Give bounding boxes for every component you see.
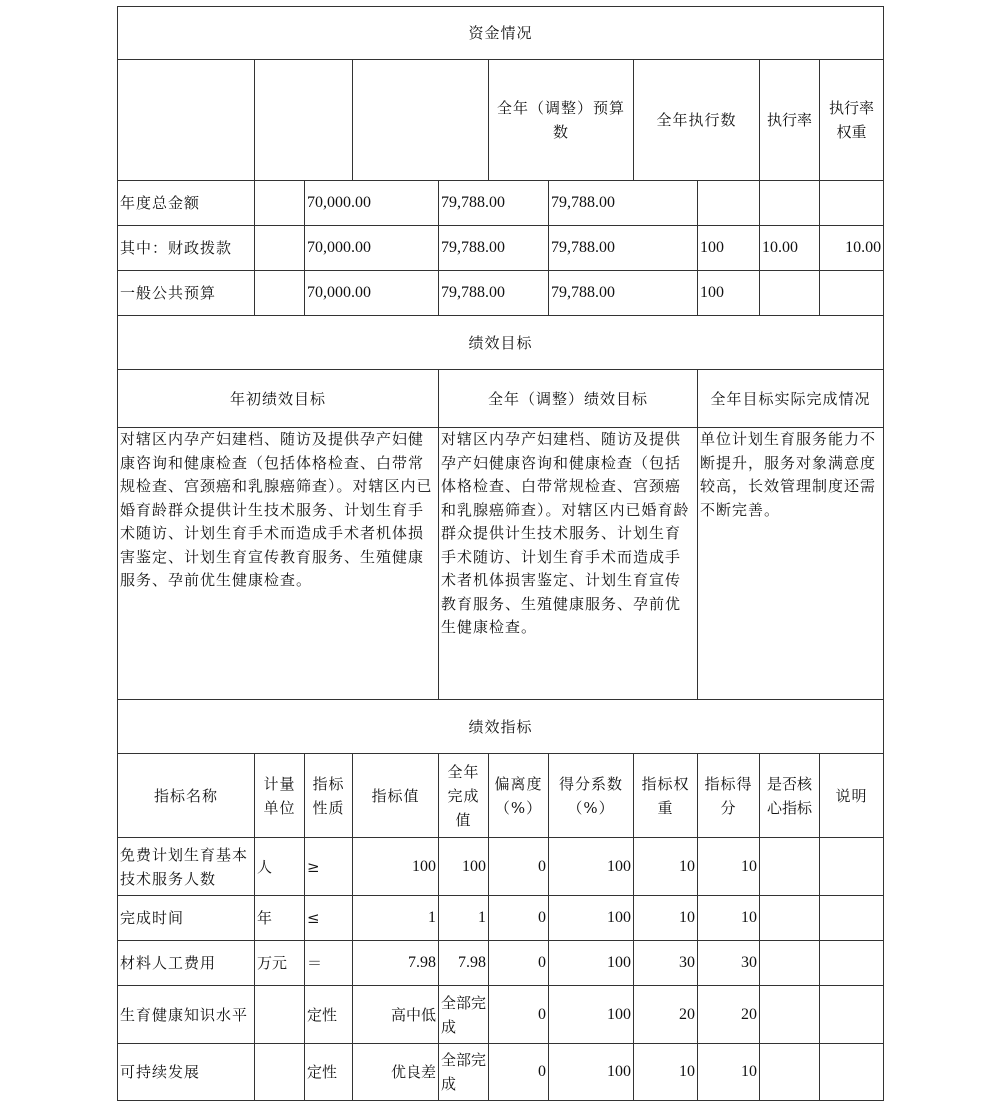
indicator-unit: 年 bbox=[255, 896, 305, 941]
indicator-value: 7.98 bbox=[353, 941, 439, 986]
indicator-header-unit: 计量单位 bbox=[255, 754, 305, 838]
funds-cell-name: 一般公共预算 bbox=[118, 271, 255, 316]
indicator-coefficient: 100 bbox=[549, 896, 634, 941]
funds-cell-score bbox=[820, 181, 884, 226]
indicator-core bbox=[760, 896, 820, 941]
table-row bbox=[118, 941, 884, 986]
funds-row bbox=[118, 181, 884, 226]
goals-section-title: 绩效目标 bbox=[118, 316, 884, 370]
indicator-note bbox=[820, 1044, 884, 1101]
funds-cell-score bbox=[820, 271, 884, 316]
indicator-header-coefficient: 得分系数（%） bbox=[549, 754, 634, 838]
funds-section-title: 资金情况 bbox=[118, 7, 884, 60]
indicator-weight: 10 bbox=[634, 838, 698, 896]
indicator-deviation: 0 bbox=[489, 1044, 549, 1101]
funds-cell-budget: 79,788.00 bbox=[439, 181, 549, 226]
indicators-section-title: 绩效指标 bbox=[118, 700, 884, 754]
indicator-note bbox=[820, 986, 884, 1044]
indicator-core bbox=[760, 838, 820, 896]
funds-header-cell bbox=[353, 60, 489, 181]
indicators-header-row bbox=[118, 754, 884, 838]
indicator-note bbox=[820, 838, 884, 896]
indicator-weight: 20 bbox=[634, 986, 698, 1044]
goals-header-adjusted: 全年（调整）绩效目标 bbox=[439, 370, 698, 428]
funds-cell-name: 年度总金额 bbox=[118, 181, 255, 226]
funds-cell-rate: 100 bbox=[698, 226, 760, 271]
indicator-value: 高中低 bbox=[353, 986, 439, 1044]
indicator-nature: 定性 bbox=[305, 986, 353, 1044]
indicator-name: 免费计划生育基本技术服务人数 bbox=[118, 838, 255, 896]
indicator-header-score: 指标得分 bbox=[698, 754, 760, 838]
goals-header-actual: 全年目标实际完成情况 bbox=[698, 370, 884, 428]
funds-header-weight: 执行率权重 bbox=[820, 60, 884, 181]
indicator-header-core: 是否核心指标 bbox=[760, 754, 820, 838]
indicator-deviation: 0 bbox=[489, 896, 549, 941]
indicator-unit: 人 bbox=[255, 838, 305, 896]
funds-header-cell bbox=[118, 60, 255, 181]
indicator-header-completed: 全年完成值 bbox=[439, 754, 489, 838]
table-row bbox=[118, 1044, 884, 1101]
indicator-name: 生育健康知识水平 bbox=[118, 986, 255, 1044]
funds-cell-rate: 100 bbox=[698, 271, 760, 316]
indicator-header-deviation: 偏离度（%） bbox=[489, 754, 549, 838]
indicator-header-value: 指标值 bbox=[353, 754, 439, 838]
indicator-header-note: 说明 bbox=[820, 754, 884, 838]
indicator-score: 10 bbox=[698, 1044, 760, 1101]
indicator-value: 1 bbox=[353, 896, 439, 941]
indicator-coefficient: 100 bbox=[549, 941, 634, 986]
goals-header-initial: 年初绩效目标 bbox=[118, 370, 439, 428]
funds-cell-executed: 79,788.00 bbox=[549, 226, 698, 271]
indicator-deviation: 0 bbox=[489, 986, 549, 1044]
indicator-weight: 10 bbox=[634, 1044, 698, 1101]
indicator-completed: 全部完成 bbox=[439, 986, 489, 1044]
indicator-name: 可持续发展 bbox=[118, 1044, 255, 1101]
indicator-core bbox=[760, 941, 820, 986]
indicator-name: 材料人工费用 bbox=[118, 941, 255, 986]
indicator-header-name: 指标名称 bbox=[118, 754, 255, 838]
table-row bbox=[118, 896, 884, 941]
indicator-deviation: 0 bbox=[489, 941, 549, 986]
table-row bbox=[118, 838, 884, 896]
funds-cell-score: 10.00 bbox=[820, 226, 884, 271]
funds-cell-amount: 70,000.00 bbox=[305, 271, 439, 316]
indicator-core bbox=[760, 986, 820, 1044]
indicator-unit: 万元 bbox=[255, 941, 305, 986]
funds-cell bbox=[255, 226, 305, 271]
funds-cell bbox=[255, 271, 305, 316]
indicator-name: 完成时间 bbox=[118, 896, 255, 941]
indicator-deviation: 0 bbox=[489, 838, 549, 896]
funds-row bbox=[118, 271, 884, 316]
indicator-completed: 全部完成 bbox=[439, 1044, 489, 1101]
funds-cell bbox=[255, 181, 305, 226]
funds-header-rate: 执行率 bbox=[760, 60, 820, 181]
indicator-weight: 30 bbox=[634, 941, 698, 986]
funds-header-cell bbox=[255, 60, 353, 181]
goals-actual-text: 单位计划生育服务能力不断提升，服务对象满意度较高，长效管理制度还需不断完善。 bbox=[698, 428, 884, 700]
funds-cell-amount: 70,000.00 bbox=[305, 226, 439, 271]
indicator-coefficient: 100 bbox=[549, 838, 634, 896]
funds-cell-weight: 10.00 bbox=[760, 226, 820, 271]
indicator-completed: 1 bbox=[439, 896, 489, 941]
indicator-score: 20 bbox=[698, 986, 760, 1044]
goals-initial-text: 对辖区内孕产妇建档、随访及提供孕产妇健康咨询和健康检查（包括体格检查、白带常规检查、宫颈癌和乳腺癌筛查）。对辖区内已婚育龄群众提供计生技术服务、计划生育手术随访、计划生育手术而造成手术者机体损害鉴定、计划生育宣传教育服务、生殖健康服务、孕前优生健康检查。 bbox=[118, 428, 439, 700]
indicator-core bbox=[760, 1044, 820, 1101]
indicator-unit bbox=[255, 1044, 305, 1101]
funds-cell-budget: 79,788.00 bbox=[439, 226, 549, 271]
indicator-completed: 100 bbox=[439, 838, 489, 896]
indicator-note bbox=[820, 941, 884, 986]
funds-header-budget: 全年（调整）预算数 bbox=[489, 60, 634, 181]
funds-cell-weight bbox=[760, 271, 820, 316]
funds-cell-budget: 79,788.00 bbox=[439, 271, 549, 316]
funds-header-executed: 全年执行数 bbox=[634, 60, 760, 181]
indicator-note bbox=[820, 896, 884, 941]
indicator-coefficient: 100 bbox=[549, 1044, 634, 1101]
indicator-value: 优良差 bbox=[353, 1044, 439, 1101]
funds-cell-weight bbox=[760, 181, 820, 226]
indicator-score: 10 bbox=[698, 838, 760, 896]
indicator-coefficient: 100 bbox=[549, 986, 634, 1044]
indicator-nature: 定性 bbox=[305, 1044, 353, 1101]
goals-adjusted-text: 对辖区内孕产妇建档、随访及提供孕产妇健康咨询和健康检查（包括体格检查、白带常规检查、宫颈癌和乳腺癌筛查）。对辖区内已婚育龄群众提供计生技术服务、计划生育手术随访、计划生育手术而造成手术者机体损害鉴定、计划生育宣传教育服务、生殖健康服务、孕前优生健康检查。 bbox=[439, 428, 698, 700]
indicator-score: 10 bbox=[698, 896, 760, 941]
indicator-value: 100 bbox=[353, 838, 439, 896]
indicator-nature: ≤ bbox=[305, 896, 353, 941]
funds-row bbox=[118, 226, 884, 271]
table-row bbox=[118, 986, 884, 1044]
indicator-unit bbox=[255, 986, 305, 1044]
indicator-nature: ≥ bbox=[305, 838, 353, 896]
funds-cell-executed: 79,788.00 bbox=[549, 181, 698, 226]
funds-cell-executed: 79,788.00 bbox=[549, 271, 698, 316]
performance-table bbox=[117, 6, 884, 1101]
indicator-nature: ＝ bbox=[305, 941, 353, 986]
indicator-score: 30 bbox=[698, 941, 760, 986]
indicator-completed: 7.98 bbox=[439, 941, 489, 986]
funds-cell-rate bbox=[698, 181, 760, 226]
funds-cell-amount: 70,000.00 bbox=[305, 181, 439, 226]
indicator-header-weight: 指标权重 bbox=[634, 754, 698, 838]
indicator-header-nature: 指标性质 bbox=[305, 754, 353, 838]
funds-cell-name: 其中：财政拨款 bbox=[118, 226, 255, 271]
indicator-weight: 10 bbox=[634, 896, 698, 941]
